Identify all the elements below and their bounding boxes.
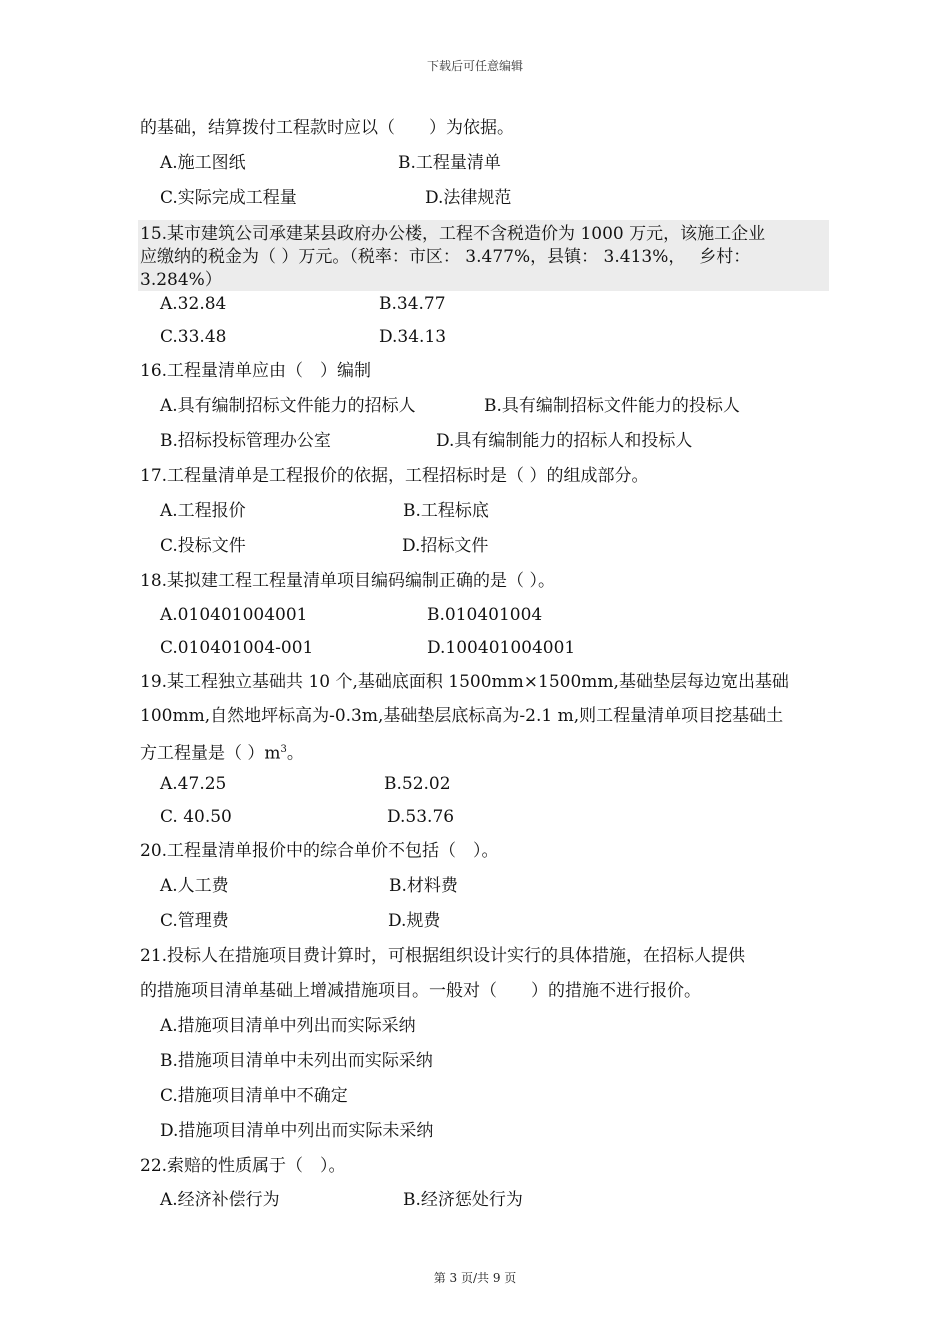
stem-end: 。 — [286, 743, 304, 764]
question-16-stem: 16.工程量清单应由（ ）编制 — [140, 361, 372, 381]
question-19-stem-3 — [140, 739, 304, 765]
option-a: A.010401004001 — [160, 605, 308, 625]
option-b: B.52.02 — [384, 774, 451, 794]
option-b: B.经济惩处行为 — [403, 1190, 523, 1210]
option-a: A.施工图纸 — [160, 153, 246, 173]
question-22-stem: 22.索赔的性质属于（ ）。 — [140, 1156, 346, 1176]
option-a: A.47.25 — [160, 774, 227, 794]
option-a: A.人工费 — [160, 876, 229, 896]
question-stem: 的基础，结算拨付工程款时应以（ ）为依据。 — [140, 118, 514, 138]
question-19-stem-1: 19.某工程独立基础共 10 个,基础底面积 1500mm×1500mm,基础垫层每边宽出基础 — [140, 672, 789, 692]
option-d: D.法律规范 — [425, 188, 512, 208]
option-c: C.实际完成工程量 — [160, 188, 297, 208]
option-a: A.措施项目清单中列出而实际采纳 — [160, 1016, 416, 1036]
option-d: D.具有编制能力的招标人和投标人 — [436, 431, 693, 451]
option-d: D.100401004001 — [427, 638, 576, 658]
option-a: A.工程报价 — [160, 501, 246, 521]
option-a: A.具有编制招标文件能力的招标人 — [160, 396, 416, 416]
option-b: B.34.77 — [379, 294, 446, 314]
option-c: C.33.48 — [160, 327, 227, 347]
superscript: 3 — [280, 744, 287, 755]
option-c: C.投标文件 — [160, 536, 246, 556]
option-c: B.招标投标管理办公室 — [160, 431, 331, 451]
option-c: C.措施项目清单中不确定 — [160, 1086, 348, 1106]
option-b: B.工程标底 — [403, 501, 489, 521]
stem-text: 方工程量是（ ）m — [140, 743, 281, 764]
question-20-stem: 20.工程量清单报价中的综合单价不包括（ ）。 — [140, 841, 499, 861]
question-15-stem-3: 3.284%） — [140, 270, 222, 290]
option-b: B.工程量清单 — [398, 153, 501, 173]
question-21-stem-1: 21.投标人在措施项目费计算时，可根据组织设计实行的具体措施，在招标人提供 — [140, 946, 746, 966]
option-b: B.措施项目清单中未列出而实际采纳 — [160, 1051, 433, 1071]
page-footer: 第 3 页/共 9 页 — [433, 1271, 517, 1285]
option-d: D.措施项目清单中列出而实际未采纳 — [160, 1121, 434, 1141]
option-b: B.材料费 — [389, 876, 458, 896]
question-18-stem: 18.某拟建工程工程量清单项目编码编制正确的是（ ）。 — [140, 571, 555, 591]
option-a: A.经济补偿行为 — [160, 1190, 280, 1210]
option-c: C. 40.50 — [160, 807, 232, 827]
question-15-stem-1: 15.某市建筑公司承建某县政府办公楼，工程不含税造价为 1000 万元，该施工企业 — [140, 224, 766, 244]
option-d: D.招标文件 — [402, 536, 489, 556]
question-15-stem-2: 应缴纳的税金为（ ）万元。（税率：市区： 3.477%，县镇： 3.413%， 乡村： — [140, 247, 751, 267]
question-21-stem-2: 的措施项目清单基础上增减措施项目。一般对（ ）的措施不进行报价。 — [140, 981, 701, 1001]
option-b: B.010401004 — [427, 605, 543, 625]
option-d: D.53.76 — [387, 807, 455, 827]
option-d: D.规费 — [388, 911, 441, 931]
page-header: 下载后可任意编辑 — [426, 59, 523, 73]
question-17-stem: 17.工程量清单是工程报价的依据，工程招标时是（ ）的组成部分。 — [140, 466, 649, 486]
option-d: D.34.13 — [379, 327, 447, 347]
option-a: A.32.84 — [160, 294, 227, 314]
option-b: B.具有编制招标文件能力的投标人 — [484, 396, 740, 416]
question-19-stem-2: 100mm,自然地坪标高为-0.3m,基础垫层底标高为-2.1 m,则工程量清单项目挖基础土 — [140, 706, 784, 726]
option-c: C.管理费 — [160, 911, 229, 931]
option-c: C.010401004-001 — [160, 638, 314, 658]
